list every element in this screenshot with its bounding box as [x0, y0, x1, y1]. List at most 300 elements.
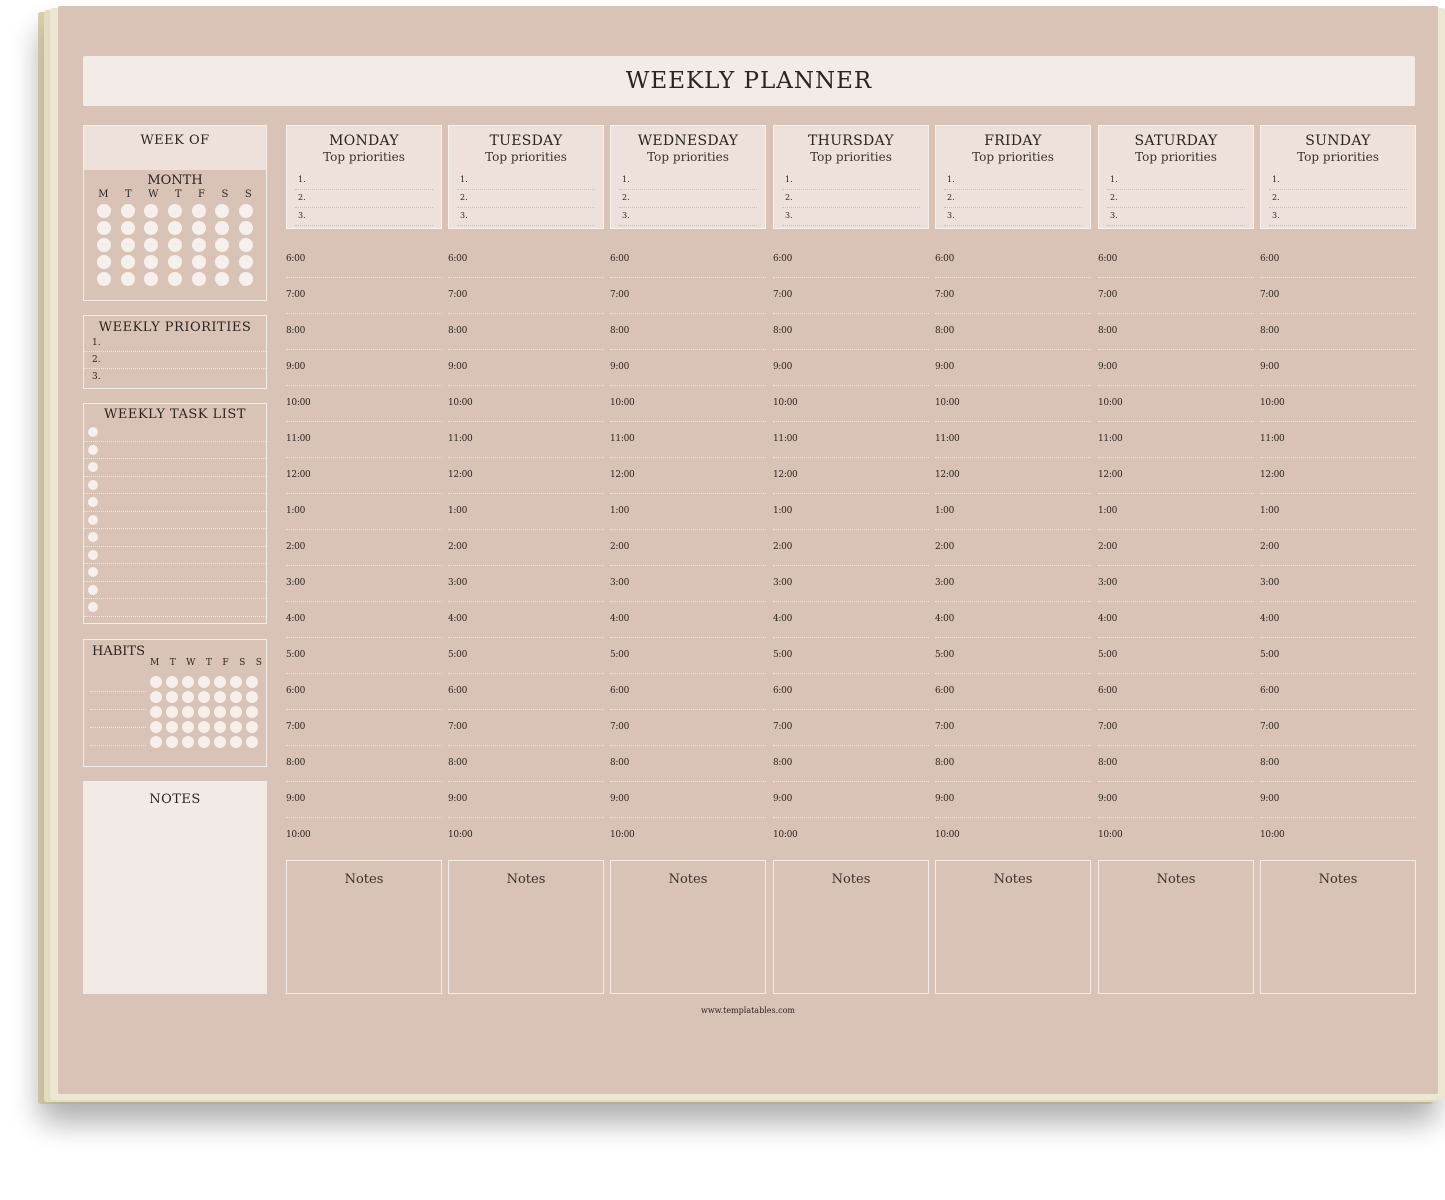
- time-schedule: [935, 242, 1091, 854]
- time-label: 8:00: [773, 758, 793, 768]
- time-slot[interactable]: [773, 422, 929, 458]
- time-slot[interactable]: [935, 422, 1091, 458]
- time-slot[interactable]: [935, 602, 1091, 638]
- time-slot[interactable]: [610, 602, 766, 638]
- time-slot[interactable]: [286, 674, 442, 710]
- time-slot[interactable]: [1260, 386, 1416, 422]
- time-slot[interactable]: [773, 350, 929, 386]
- time-slot[interactable]: [448, 566, 604, 602]
- time-slot[interactable]: [935, 710, 1091, 746]
- task-checkbox-icon[interactable]: [88, 602, 98, 612]
- time-slot[interactable]: [773, 566, 929, 602]
- habit-dot[interactable]: [166, 691, 178, 703]
- time-slot[interactable]: [1260, 782, 1416, 818]
- time-slot[interactable]: [1098, 350, 1254, 386]
- calendar-day-dot[interactable]: [97, 272, 111, 286]
- time-slot[interactable]: [286, 314, 442, 350]
- calendar-day-dot[interactable]: [192, 204, 206, 218]
- time-slot[interactable]: [448, 746, 604, 782]
- task-checkbox-icon[interactable]: [88, 462, 98, 472]
- task-row[interactable]: [84, 564, 266, 582]
- day-priority-line[interactable]: 3.: [1269, 208, 1407, 226]
- time-label: 4:00: [773, 614, 793, 624]
- day-priority-line[interactable]: 1.: [944, 172, 1082, 190]
- task-checkbox-icon[interactable]: [88, 567, 98, 577]
- habit-dot[interactable]: [246, 736, 258, 748]
- time-slot[interactable]: [1098, 530, 1254, 566]
- page-title: WEEKLY PLANNER: [625, 68, 873, 94]
- time-slot[interactable]: [1098, 602, 1254, 638]
- calendar-day-dot[interactable]: [215, 204, 229, 218]
- task-checkbox-icon[interactable]: [88, 427, 98, 437]
- day-priority-line[interactable]: 3.: [944, 208, 1082, 226]
- day-priority-line[interactable]: 3.: [619, 208, 757, 226]
- day-notes-box[interactable]: [448, 860, 604, 994]
- day-notes-box[interactable]: [935, 860, 1091, 994]
- day-priority-line[interactable]: 2.: [944, 190, 1082, 208]
- day-priority-line[interactable]: 2.: [295, 190, 433, 208]
- top-priorities-label: Top priorities: [810, 150, 892, 164]
- time-label: 9:00: [935, 362, 955, 372]
- calendar-day-dot[interactable]: [121, 221, 135, 235]
- time-label: 1:00: [448, 506, 468, 516]
- habit-dot[interactable]: [166, 706, 178, 718]
- time-schedule: [1260, 242, 1416, 854]
- calendar-day-dot[interactable]: [97, 238, 111, 252]
- time-slot[interactable]: [773, 530, 929, 566]
- day-priority-line[interactable]: 1.: [457, 172, 595, 190]
- time-slot[interactable]: [610, 242, 766, 278]
- time-label: 10:00: [935, 398, 960, 408]
- top-priorities-label: Top priorities: [323, 150, 405, 164]
- time-label: 6:00: [610, 686, 630, 696]
- calendar-day-dot[interactable]: [168, 238, 182, 252]
- calendar-day-dot[interactable]: [144, 272, 158, 286]
- calendar-day-dot[interactable]: [215, 272, 229, 286]
- time-slot[interactable]: [286, 530, 442, 566]
- habit-dot[interactable]: [214, 706, 226, 718]
- time-label: 6:00: [935, 686, 955, 696]
- time-slot[interactable]: [1098, 710, 1254, 746]
- time-slot[interactable]: [935, 350, 1091, 386]
- time-label: 10:00: [1260, 830, 1285, 840]
- time-slot[interactable]: [448, 458, 604, 494]
- time-slot[interactable]: [1260, 314, 1416, 350]
- task-checkbox-icon[interactable]: [88, 532, 98, 542]
- habit-dot[interactable]: [182, 691, 194, 703]
- time-slot[interactable]: [448, 674, 604, 710]
- day-priority-line[interactable]: 3.: [457, 208, 595, 226]
- time-slot[interactable]: [286, 602, 442, 638]
- task-row[interactable]: [84, 547, 266, 565]
- time-slot[interactable]: [448, 782, 604, 818]
- habit-dot[interactable]: [182, 676, 194, 688]
- habit-dot[interactable]: [230, 691, 242, 703]
- habit-dot[interactable]: [198, 736, 210, 748]
- time-label: 2:00: [773, 542, 793, 552]
- habit-dot[interactable]: [230, 721, 242, 733]
- day-priority-line[interactable]: 1.: [782, 172, 920, 190]
- day-notes-box[interactable]: [1098, 860, 1254, 994]
- time-slot[interactable]: [448, 386, 604, 422]
- time-slot[interactable]: [1098, 674, 1254, 710]
- habit-dot[interactable]: [230, 706, 242, 718]
- time-slot[interactable]: [1098, 782, 1254, 818]
- time-slot[interactable]: [773, 386, 929, 422]
- calendar-day-dot[interactable]: [215, 221, 229, 235]
- time-slot[interactable]: [610, 494, 766, 530]
- calendar-day-dot[interactable]: [239, 238, 253, 252]
- habit-dot[interactable]: [246, 721, 258, 733]
- time-slot[interactable]: [1260, 350, 1416, 386]
- habit-dot[interactable]: [246, 706, 258, 718]
- day-priority-line[interactable]: 1.: [619, 172, 757, 190]
- task-row[interactable]: [84, 477, 266, 495]
- habit-dot[interactable]: [230, 736, 242, 748]
- time-slot[interactable]: [935, 458, 1091, 494]
- time-label: 12:00: [286, 470, 311, 480]
- time-slot[interactable]: [610, 710, 766, 746]
- day-letter: T: [169, 658, 176, 668]
- time-slot[interactable]: [286, 710, 442, 746]
- time-slot[interactable]: [1098, 242, 1254, 278]
- task-row[interactable]: [84, 582, 266, 600]
- habit-dot[interactable]: [150, 721, 162, 733]
- day-priority-line[interactable]: 2.: [457, 190, 595, 208]
- time-slot[interactable]: [610, 422, 766, 458]
- time-slot[interactable]: [773, 782, 929, 818]
- time-slot[interactable]: [935, 638, 1091, 674]
- calendar-day-dot[interactable]: [215, 238, 229, 252]
- habit-dot[interactable]: [198, 676, 210, 688]
- task-checkbox-icon[interactable]: [88, 585, 98, 595]
- time-slot[interactable]: [610, 314, 766, 350]
- time-slot[interactable]: [1098, 386, 1254, 422]
- time-slot[interactable]: [1098, 746, 1254, 782]
- day-priority-lines: [619, 172, 757, 226]
- task-checkbox-icon[interactable]: [88, 445, 98, 455]
- time-slot[interactable]: [1260, 458, 1416, 494]
- time-slot[interactable]: [1260, 278, 1416, 314]
- time-slot[interactable]: [610, 350, 766, 386]
- habit-dot[interactable]: [198, 691, 210, 703]
- habit-dot[interactable]: [198, 721, 210, 733]
- habit-dot[interactable]: [246, 691, 258, 703]
- time-label: 9:00: [448, 794, 468, 804]
- time-label: 7:00: [935, 722, 955, 732]
- habit-line[interactable]: [90, 710, 146, 728]
- time-slot[interactable]: [610, 746, 766, 782]
- task-row[interactable]: [84, 494, 266, 512]
- calendar-day-dot[interactable]: [239, 272, 253, 286]
- habits-panel: [83, 639, 267, 767]
- habit-line[interactable]: [90, 728, 146, 746]
- time-slot[interactable]: [773, 674, 929, 710]
- day-priority-line[interactable]: 3.: [782, 208, 920, 226]
- time-slot[interactable]: [773, 314, 929, 350]
- time-slot[interactable]: [448, 422, 604, 458]
- time-label: 2:00: [610, 542, 630, 552]
- time-label: 9:00: [448, 362, 468, 372]
- time-slot[interactable]: [286, 386, 442, 422]
- time-label: 11:00: [935, 434, 960, 444]
- time-slot[interactable]: [1098, 566, 1254, 602]
- time-slot[interactable]: [935, 386, 1091, 422]
- time-label: 9:00: [610, 362, 630, 372]
- time-slot[interactable]: [935, 674, 1091, 710]
- priority-line[interactable]: 2.: [84, 352, 266, 369]
- time-slot[interactable]: [773, 746, 929, 782]
- time-slot[interactable]: [1260, 710, 1416, 746]
- time-slot[interactable]: [1098, 422, 1254, 458]
- calendar-day-dot[interactable]: [97, 255, 111, 269]
- task-row[interactable]: [84, 512, 266, 530]
- day-notes-box[interactable]: [610, 860, 766, 994]
- calendar-day-dot[interactable]: [192, 238, 206, 252]
- time-slot[interactable]: [610, 458, 766, 494]
- time-label: 8:00: [448, 326, 468, 336]
- day-priority-line[interactable]: 1.: [295, 172, 433, 190]
- time-slot[interactable]: [448, 818, 604, 854]
- habit-dot[interactable]: [150, 676, 162, 688]
- time-slot[interactable]: [1260, 746, 1416, 782]
- task-checkbox-icon[interactable]: [88, 515, 98, 525]
- time-slot[interactable]: [610, 566, 766, 602]
- task-checkbox-icon[interactable]: [88, 497, 98, 507]
- time-slot[interactable]: [610, 782, 766, 818]
- calendar-day-dot[interactable]: [168, 272, 182, 286]
- habit-dot[interactable]: [214, 721, 226, 733]
- time-slot[interactable]: [1260, 638, 1416, 674]
- calendar-day-dot[interactable]: [239, 204, 253, 218]
- day-notes-label: Notes: [668, 872, 708, 887]
- calendar-day-dot[interactable]: [215, 255, 229, 269]
- day-priority-line[interactable]: 3.: [295, 208, 433, 226]
- day-priority-lines: [1107, 172, 1245, 226]
- time-slot[interactable]: [1260, 494, 1416, 530]
- day-letter: F: [222, 658, 229, 668]
- time-slot[interactable]: [448, 242, 604, 278]
- time-slot[interactable]: [448, 602, 604, 638]
- day-notes-label: Notes: [1156, 872, 1196, 887]
- calendar-day-dot[interactable]: [192, 221, 206, 235]
- time-slot[interactable]: [286, 242, 442, 278]
- calendar-day-dot[interactable]: [192, 272, 206, 286]
- priority-line[interactable]: 1.: [84, 335, 266, 352]
- time-slot[interactable]: [286, 458, 442, 494]
- time-slot[interactable]: [1098, 314, 1254, 350]
- time-slot[interactable]: [448, 638, 604, 674]
- calendar-day-dot[interactable]: [144, 204, 158, 218]
- notes-panel[interactable]: [83, 781, 267, 994]
- time-slot[interactable]: [1260, 566, 1416, 602]
- time-slot[interactable]: [1098, 818, 1254, 854]
- time-slot[interactable]: [448, 530, 604, 566]
- task-row[interactable]: [84, 599, 266, 617]
- time-slot[interactable]: [773, 818, 929, 854]
- habit-dot[interactable]: [166, 721, 178, 733]
- time-label: 6:00: [1098, 686, 1118, 696]
- habit-dot[interactable]: [198, 706, 210, 718]
- time-slot[interactable]: [935, 746, 1091, 782]
- calendar-day-dot[interactable]: [121, 238, 135, 252]
- day-notes-box[interactable]: [1260, 860, 1416, 994]
- weekly-task-list-panel: [83, 403, 267, 624]
- time-schedule: [286, 242, 442, 854]
- day-letter: M: [150, 658, 160, 668]
- time-slot[interactable]: [448, 314, 604, 350]
- time-slot[interactable]: [1260, 602, 1416, 638]
- time-slot[interactable]: [1260, 422, 1416, 458]
- task-rows: [84, 424, 266, 617]
- calendar-day-dot[interactable]: [97, 204, 111, 218]
- day-header-tuesday: [448, 125, 604, 229]
- day-priority-line[interactable]: 2.: [782, 190, 920, 208]
- day-priority-line[interactable]: 3.: [1107, 208, 1245, 226]
- time-slot[interactable]: [935, 314, 1091, 350]
- calendar-day-dot[interactable]: [168, 204, 182, 218]
- habit-lines: [90, 674, 146, 746]
- time-slot[interactable]: [935, 494, 1091, 530]
- calendar-day-dot[interactable]: [144, 255, 158, 269]
- time-slot[interactable]: [1260, 242, 1416, 278]
- time-slot[interactable]: [448, 494, 604, 530]
- task-list-label: WEEKLY TASK LIST: [103, 407, 246, 422]
- calendar-day-dot[interactable]: [239, 255, 253, 269]
- task-row[interactable]: [84, 459, 266, 477]
- habit-dot[interactable]: [150, 691, 162, 703]
- calendar-day-dot[interactable]: [192, 255, 206, 269]
- habit-dot[interactable]: [214, 736, 226, 748]
- time-label: 5:00: [773, 650, 793, 660]
- time-slot[interactable]: [935, 530, 1091, 566]
- time-label: 9:00: [610, 794, 630, 804]
- time-slot[interactable]: [286, 782, 442, 818]
- task-row[interactable]: [84, 529, 266, 547]
- calendar-day-dot[interactable]: [97, 221, 111, 235]
- time-slot[interactable]: [935, 818, 1091, 854]
- task-checkbox-icon[interactable]: [88, 550, 98, 560]
- calendar-day-dot[interactable]: [239, 221, 253, 235]
- time-slot[interactable]: [610, 818, 766, 854]
- time-slot[interactable]: [610, 386, 766, 422]
- time-label: 8:00: [1098, 326, 1118, 336]
- habit-dot[interactable]: [214, 691, 226, 703]
- habit-dot[interactable]: [166, 676, 178, 688]
- time-slot[interactable]: [448, 710, 604, 746]
- time-slot[interactable]: [1260, 530, 1416, 566]
- task-row[interactable]: [84, 424, 266, 442]
- time-slot[interactable]: [286, 350, 442, 386]
- calendar-day-dot[interactable]: [144, 238, 158, 252]
- time-slot[interactable]: [773, 638, 929, 674]
- habit-dot[interactable]: [246, 676, 258, 688]
- habit-dot[interactable]: [150, 736, 162, 748]
- day-priority-line[interactable]: 1.: [1107, 172, 1245, 190]
- month-calendar-dots: [84, 200, 266, 286]
- habit-dot[interactable]: [182, 706, 194, 718]
- time-slot[interactable]: [286, 818, 442, 854]
- habit-dot[interactable]: [230, 676, 242, 688]
- time-label: 7:00: [1260, 290, 1280, 300]
- time-slot[interactable]: [286, 278, 442, 314]
- time-slot[interactable]: [1098, 494, 1254, 530]
- time-slot[interactable]: [1098, 278, 1254, 314]
- time-label: 1:00: [610, 506, 630, 516]
- time-slot[interactable]: [935, 782, 1091, 818]
- habit-line[interactable]: [90, 692, 146, 710]
- time-slot[interactable]: [286, 566, 442, 602]
- time-slot[interactable]: [935, 242, 1091, 278]
- calendar-day-dot[interactable]: [168, 221, 182, 235]
- time-label: 6:00: [286, 686, 306, 696]
- time-label: 5:00: [610, 650, 630, 660]
- time-slot[interactable]: [1260, 674, 1416, 710]
- calendar-day-dot[interactable]: [144, 221, 158, 235]
- time-slot[interactable]: [286, 494, 442, 530]
- time-slot[interactable]: [448, 350, 604, 386]
- top-priorities-label: Top priorities: [647, 150, 729, 164]
- time-slot[interactable]: [1098, 638, 1254, 674]
- time-slot[interactable]: [610, 530, 766, 566]
- time-slot[interactable]: [286, 638, 442, 674]
- day-priority-line[interactable]: 2.: [1107, 190, 1245, 208]
- calendar-day-dot[interactable]: [121, 272, 135, 286]
- habit-dot[interactable]: [214, 676, 226, 688]
- time-slot[interactable]: [610, 638, 766, 674]
- habit-dot[interactable]: [182, 721, 194, 733]
- task-checkbox-icon[interactable]: [88, 480, 98, 490]
- habit-tracker-dots: [150, 676, 262, 748]
- time-slot[interactable]: [286, 422, 442, 458]
- time-slot[interactable]: [773, 458, 929, 494]
- habit-day-letters: [150, 658, 262, 668]
- time-slot[interactable]: [610, 278, 766, 314]
- day-notes-box[interactable]: [286, 860, 442, 994]
- time-slot[interactable]: [773, 278, 929, 314]
- habit-dot[interactable]: [150, 706, 162, 718]
- time-slot[interactable]: [773, 602, 929, 638]
- habit-line[interactable]: [90, 674, 146, 692]
- time-label: 10:00: [286, 398, 311, 408]
- time-slot[interactable]: [286, 746, 442, 782]
- time-slot[interactable]: [448, 278, 604, 314]
- time-slot[interactable]: [935, 566, 1091, 602]
- time-slot[interactable]: [1098, 458, 1254, 494]
- calendar-day-dot[interactable]: [168, 255, 182, 269]
- day-priority-line[interactable]: 1.: [1269, 172, 1407, 190]
- task-row[interactable]: [84, 442, 266, 460]
- priority-line[interactable]: 3.: [92, 372, 101, 382]
- habit-dot[interactable]: [182, 736, 194, 748]
- time-slot[interactable]: [773, 242, 929, 278]
- day-notes-box[interactable]: [773, 860, 929, 994]
- calendar-day-dot[interactable]: [121, 204, 135, 218]
- month-day-letters: [84, 189, 266, 200]
- time-slot[interactable]: [1260, 818, 1416, 854]
- time-slot[interactable]: [610, 674, 766, 710]
- calendar-day-dot[interactable]: [121, 255, 135, 269]
- time-slot[interactable]: [773, 710, 929, 746]
- habit-dot[interactable]: [166, 736, 178, 748]
- time-slot[interactable]: [773, 494, 929, 530]
- time-slot[interactable]: [935, 278, 1091, 314]
- day-priority-line[interactable]: 2.: [1269, 190, 1407, 208]
- top-priorities-label: Top priorities: [485, 150, 567, 164]
- time-label: 4:00: [448, 614, 468, 624]
- time-label: 6:00: [1260, 254, 1280, 264]
- day-priority-line[interactable]: 2.: [619, 190, 757, 208]
